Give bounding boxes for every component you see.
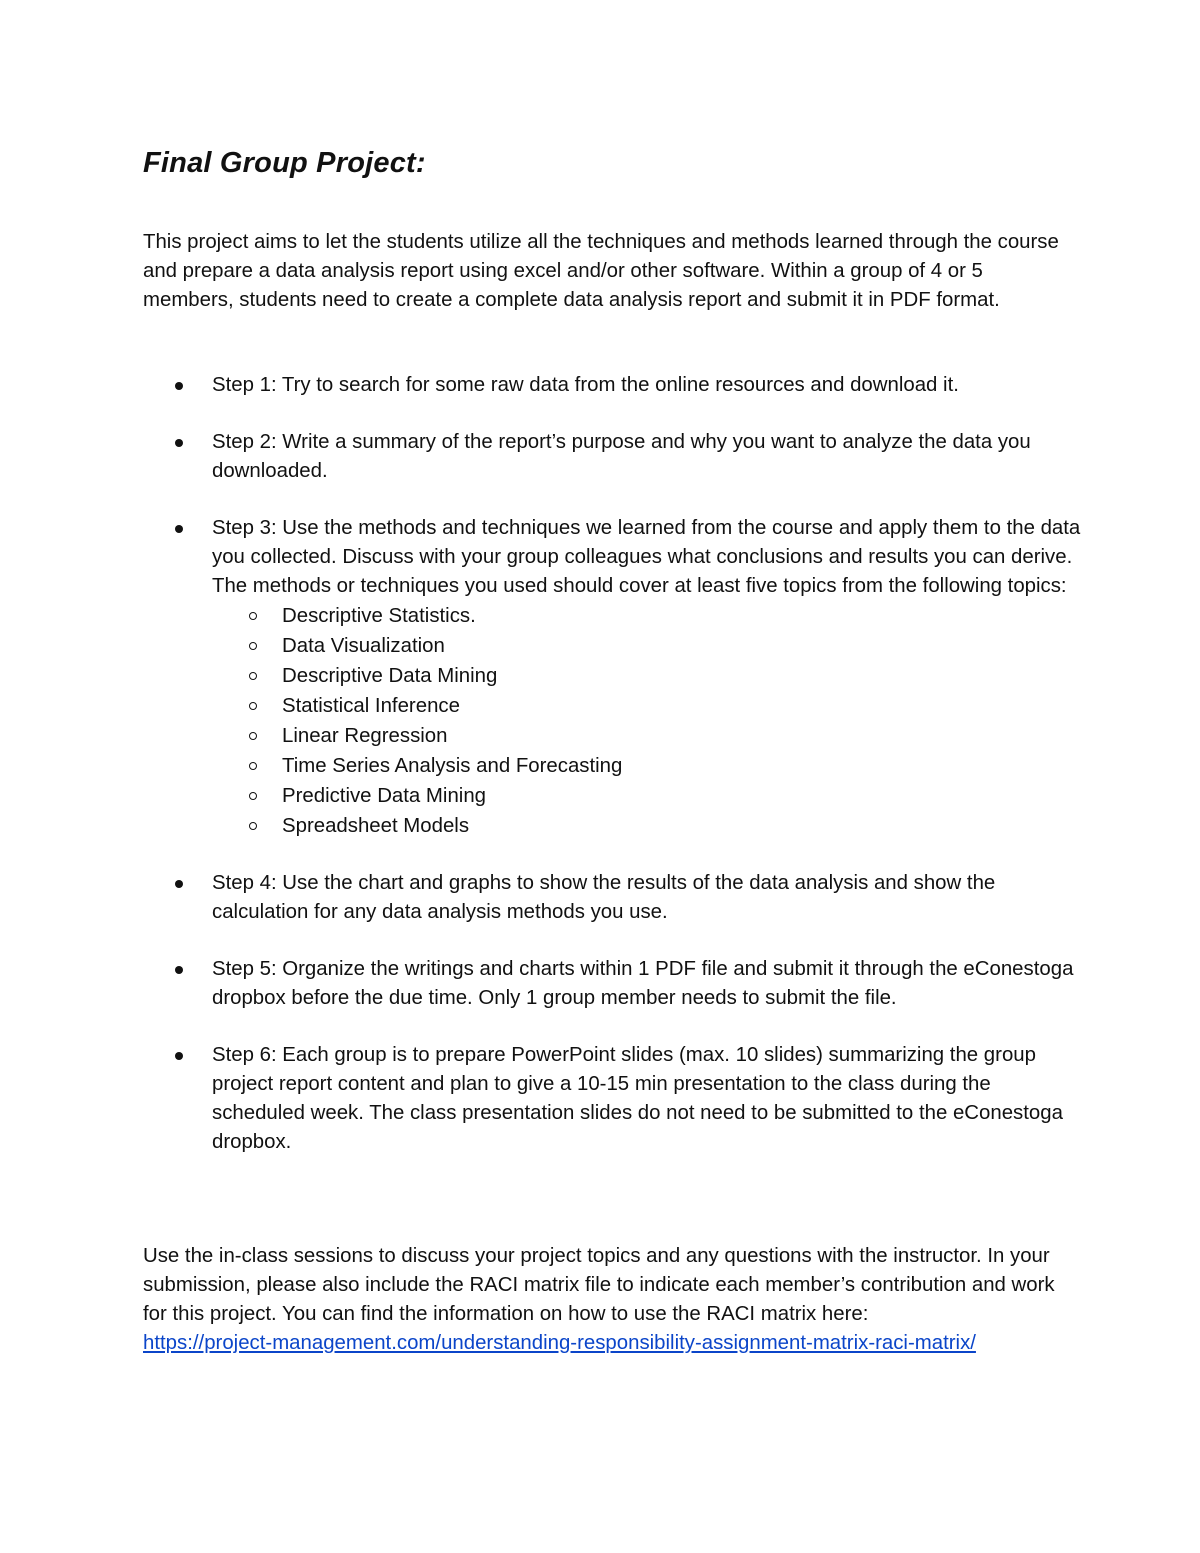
topic-item [212,751,1083,781]
step-1-item [143,371,1083,400]
circle-bullet-icon [249,612,257,620]
bullet-icon [175,880,183,888]
circle-bullet-icon [249,792,257,800]
step-2-text: Step 2: Write a summary of the report’s purpose and why you want to analyze the data you downloaded. [212,431,1031,482]
topic-item [212,811,1083,841]
topic-text: Statistical Inference [282,695,460,717]
topics-list [212,601,1083,841]
step-5-item [143,955,1083,1013]
topic-text: Descriptive Data Mining [282,665,498,687]
closing-paragraph [143,1242,1083,1358]
bullet-icon [175,525,183,533]
step-6-item [143,1041,1083,1157]
topic-item [212,661,1083,691]
bullet-icon [175,382,183,390]
closing-text: Use the in-class sessions to discuss your project topics and any questions with the instructor. In your submission, please also include the RACI matrix file to indicate each member’s contribution and work for this project. You can find the information on how to use the RACI matrix here: [143,1245,1055,1325]
step-4-text: Step 4: Use the chart and graphs to show the results of the data analysis and show the calculation for any data analysis methods you use. [212,872,996,923]
step-6-text: Step 6: Each group is to prepare PowerPoint slides (max. 10 slides) summarizing the group project report content and plan to give a 10-15 min presentation to the class during the scheduled week. The class presentation slides do not need to be submitted to the eConestoga dropbox. [212,1044,1063,1153]
step-4-item [143,869,1083,927]
topic-item [212,781,1083,811]
topic-text: Data Visualization [282,635,445,657]
intro-paragraph: This project aims to let the students utilize all the techniques and methods learned through the course and prepare a data analysis report using excel and/or other software. Within a group of 4 or 5 members, students need to create a complete data analysis report and submit it in PDF format. [143,231,1059,311]
raci-matrix-link[interactable]: https://project-management.com/understanding-responsibility-assignment-matrix-raci-matrix/ [143,1332,976,1354]
circle-bullet-icon [249,702,257,710]
page-title: Final Group Project: [143,147,426,179]
bullet-icon [175,439,183,447]
bullet-icon [175,966,183,974]
circle-bullet-icon [249,642,257,650]
topic-text: Descriptive Statistics. [282,605,476,627]
bullet-icon [175,1052,183,1060]
topic-text: Spreadsheet Models [282,815,470,837]
step-3-text: Step 3: Use the methods and techniques we learned from the course and apply them to the data you collected. Discuss with your group colleagues what conclusions and results you can derive. The methods or techniques you used should cover at least five topics from the following topics: [212,517,1081,597]
topic-item [212,691,1083,721]
circle-bullet-icon [249,672,257,680]
topic-text: Linear Regression [282,725,448,747]
steps-list [143,371,1083,1185]
circle-bullet-icon [249,732,257,740]
step-5-text: Step 5: Organize the writings and charts within 1 PDF file and submit it through the eConestoga dropbox before the due time. Only 1 group member needs to submit the file. [212,958,1074,1009]
step-1-text: Step 1: Try to search for some raw data from the online resources and download it. [212,374,959,396]
topic-item [212,721,1083,751]
step-2-item [143,428,1083,486]
topic-item [212,631,1083,661]
circle-bullet-icon [249,762,257,770]
topic-text: Time Series Analysis and Forecasting [282,755,623,777]
topic-text: Predictive Data Mining [282,785,486,807]
step-3-item [143,514,1083,841]
topic-item [212,601,1083,631]
circle-bullet-icon [249,822,257,830]
